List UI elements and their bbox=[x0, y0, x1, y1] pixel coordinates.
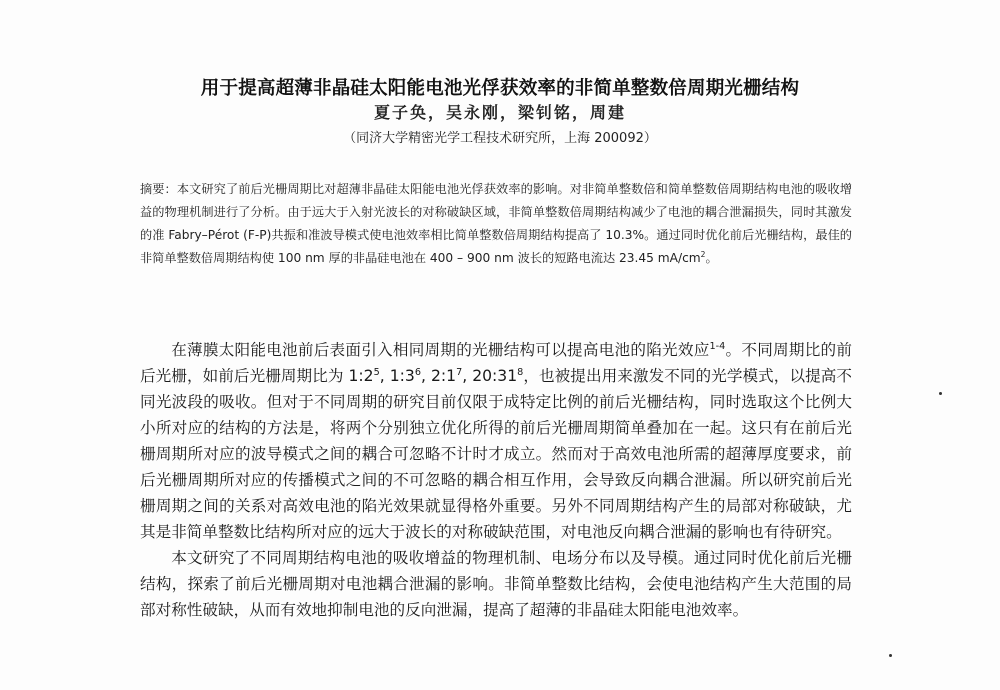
paper-affiliation: （同济大学精密光学工程技术研究所，上海 200092） bbox=[343, 131, 657, 146]
abstract-label: 摘要： bbox=[140, 182, 177, 196]
scan-speck bbox=[939, 392, 942, 395]
p1-text-3: , 1:3 bbox=[379, 367, 415, 385]
abstract-block bbox=[140, 178, 852, 270]
p1-text-1: 在薄膜太阳能电池前后表面引入相同周期的光栅结构可以提高电池的陷光效应 bbox=[171, 341, 710, 359]
citation-6: 6 bbox=[414, 366, 421, 378]
abstract-unit-superscript: 2 bbox=[700, 249, 706, 259]
paper-title: 用于提高超薄非晶硅太阳能电池光俘获效率的非简单整数倍周期光栅结构 bbox=[200, 78, 800, 99]
body-text bbox=[140, 337, 852, 623]
body-paragraph-2: 本文研究了不同周期结构电池的吸收增益的物理机制、电场分布以及导模。通过同时优化前后光栅结构，探索了前后光栅周期对电池耦合泄漏的影响。非简单整数比结构，会使电池结构产生大范围的局部对称性破缺，从而有效地抑制电池的反向泄漏，提高了超薄的非晶硅太阳能电池效率。 bbox=[140, 549, 852, 619]
p1-text-6: ，也被提出用来激发不同的光学模式，以提高不同光波段的吸收。但对于不同周期的研究目前仅限于成特定比例的前后光栅结构，同时选取这个比例大小所对应的结构的方法是，将两个分别独立优化所得的前后光栅周期简单叠加在一起。这只有在前后光栅周期所对应的波导模式之间的耦合可忽略不计时才成立。然而对于高效电池所需的超薄厚度要求，前后光栅周期所对应的传播模式之间的不可忽略的耦合相互作用，会导致反向耦合泄漏。所以研究前后光栅周期之间的关系对高效电池的陷光效果就显得格外重要。另外不同周期结构产生的局部对称破缺，尤其是非简单整数比结构所对应的远大于波长的对称破缺范围，对电池反向耦合泄漏的影响也有待研究。 bbox=[140, 367, 852, 541]
abstract-text: 本文研究了前后光栅周期比对超薄非晶硅太阳能电池光俘获效率的影响。对非简单整数倍和简单整数倍周期结构电池的吸收增益的物理机制进行了分析。由于远大于入射光波长的对称破缺区域，非简单整数倍周期结构减少了电池的耦合泄漏损失，同时其激发的准 Fabry–Pérot (F-P)共振和准波导模式使电池效率相比简单整数倍周期结构提高了 10.3%。通过同时优化前后光栅结构，最佳的非简单整数倍周期结构使 100 nm 厚的非晶硅电池在 400 – 900 nm 波长的短路电流达 23.45 mA/cm bbox=[140, 182, 853, 265]
citation-1-4: 1-4 bbox=[709, 340, 726, 352]
paper-authors: 夏子奂，吴永刚，梁钊铭，周建 bbox=[373, 103, 626, 122]
p1-text-4: , 2:1 bbox=[420, 367, 457, 385]
scan-speck bbox=[889, 654, 892, 657]
p1-text-2: 。不同周期比的前后光栅，如前后光栅周期比为 1:2 bbox=[140, 341, 852, 385]
body-paragraph-1 bbox=[140, 337, 852, 545]
citation-8: 8 bbox=[517, 366, 524, 378]
p1-text-5: , 20:31 bbox=[462, 367, 518, 385]
citation-5: 5 bbox=[373, 366, 380, 378]
citation-7: 7 bbox=[456, 366, 463, 378]
abstract-end: 。 bbox=[705, 251, 718, 265]
